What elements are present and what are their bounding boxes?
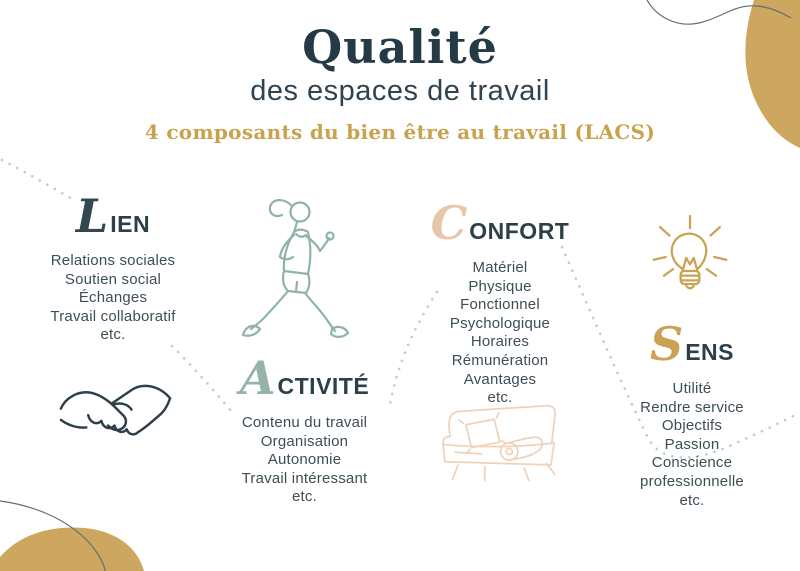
list-item: Organisation	[260, 432, 349, 450]
list-item: Matériel	[472, 259, 528, 276]
page-subtitle: des espaces de travail	[250, 74, 550, 107]
list-item: Psychologique	[449, 314, 551, 332]
confort-title: ONFORT	[469, 218, 570, 244]
list-item: Conscience professionnelle	[640, 454, 744, 490]
section-activite-heading	[212, 351, 397, 408]
page-title: Qualité	[302, 20, 498, 74]
tagline: 4 composants du bien être au travail (LACS)	[144, 119, 656, 144]
list-item: etc.	[292, 488, 317, 506]
list-item: Travail intéressant	[241, 469, 368, 487]
gold-blob-bottom-left	[0, 528, 144, 571]
activite-initial: A	[239, 351, 276, 405]
list-item: Contenu du travail	[241, 414, 368, 431]
list-item: Rémunération	[451, 351, 549, 369]
header	[0, 22, 800, 144]
list-item: etc.	[487, 389, 513, 407]
list-item: Physique	[468, 277, 532, 295]
list-item: Passion	[664, 435, 720, 453]
section-sens-heading	[602, 317, 782, 374]
sens-title: ENS	[685, 339, 735, 365]
list-item: Avantages	[463, 370, 537, 388]
section-confort	[410, 196, 590, 408]
list-item: etc.	[679, 491, 705, 509]
list-item: Utilité	[672, 380, 712, 397]
activite-list	[212, 414, 397, 507]
dotted-trail-top-left	[2, 160, 74, 200]
lightbulb-icon	[648, 213, 732, 301]
list-item: Relations sociales	[50, 252, 176, 269]
section-sens	[602, 317, 782, 510]
sofa-icon	[436, 396, 562, 496]
list-item: Autonomie	[267, 451, 342, 469]
runner-icon	[238, 194, 358, 346]
list-item: Travail collaboratif	[50, 307, 176, 325]
list-item: etc.	[100, 326, 126, 344]
section-confort-heading	[410, 196, 590, 253]
list-item: Horaires	[470, 333, 530, 351]
confort-initial: C	[430, 196, 468, 250]
lien-list	[13, 252, 213, 345]
section-lien-heading	[13, 189, 213, 246]
sens-initial: S	[649, 317, 684, 371]
confort-list	[410, 259, 590, 408]
list-item: Fonctionnel	[460, 296, 540, 314]
list-item: Objectifs	[661, 417, 723, 435]
list-item: Échanges	[78, 289, 148, 307]
list-item: Soutien social	[64, 270, 162, 288]
handshake-icon	[56, 370, 174, 450]
sens-list	[602, 380, 782, 510]
section-activite	[212, 351, 397, 507]
lien-title: IEN	[110, 211, 151, 237]
section-lien	[13, 189, 213, 345]
lien-initial: L	[75, 189, 109, 243]
list-item: Rendre service	[640, 398, 744, 416]
activite-title: CTIVITÉ	[277, 373, 370, 399]
